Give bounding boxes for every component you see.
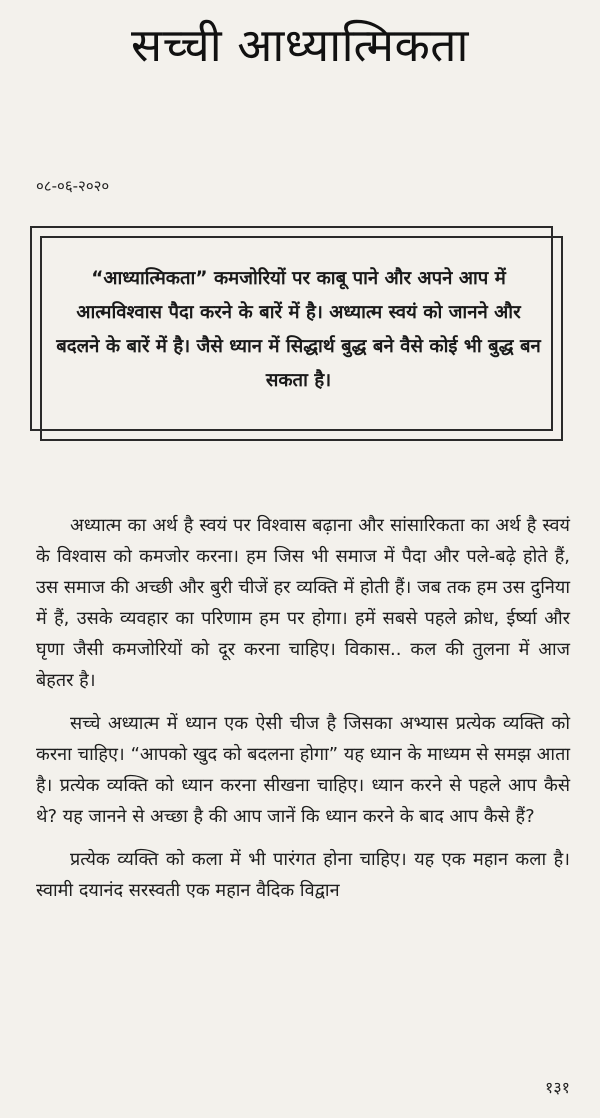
- paragraph-3: प्रत्येक व्यक्ति को कला में भी पारंगत होना चाहिए। यह एक महान कला है। स्वामी दयानंद सरस्वती एक महान वैदिक विद्वान: [36, 849, 570, 901]
- quote-box: [30, 226, 563, 441]
- body-text: [36, 510, 570, 918]
- quote-text: “आध्यात्मिकता” कमजोरियों पर काबू पाने और अपने आप में आत्मविश्वास पैदा करने के बारें में है। अध्यात्म स्वयं को जानने और बदलने के बारें में है। जैसे ध्यान में सिद्धार्थ बुद्ध बने वैसे कोई भी बुद्ध बन सकता है।: [56, 268, 541, 391]
- chapter-date: ०८-०६-२०२०: [36, 177, 110, 195]
- page-number: १३१: [545, 1078, 570, 1097]
- chapter-title: सच्ची आध्यात्मिकता: [131, 18, 469, 72]
- paragraph-2: सच्चे अध्यात्म में ध्यान एक ऐसी चीज है जिसका अभ्यास प्रत्येक व्यक्ति को करना चाहिए। “आपको खुद को बदलना होगा” यह ध्यान के माध्यम से समझ आता है। प्रत्येक व्यक्ति को ध्यान करना सीखना चाहिए। ध्यान करने से पहले आप कैसे थे? यह जानने से अच्छा है की आप जानें कि ध्यान करने के बाद आप कैसे हैं?: [36, 713, 570, 827]
- paragraph-1: अध्यात्म का अर्थ है स्वयं पर विश्वास बढ़ाना और सांसारिकता का अर्थ है स्वयं के विश्वास को कमजोर करना। हम जिस भी समाज में पैदा और पले-बढ़े होते हैं, उस समाज की अच्छी और बुरी चीजें हर व्यक्ति में होती हैं। जब तक हम उस दुनिया में हैं, उसके व्यवहार का परिणाम हम पर होगा। हमें सबसे पहले क्रोध, ईर्ष्या और घृणा जैसी कमजोरियों को दूर करना चाहिए। विकास.. कल की तुलना में आज बेहतर है।: [36, 515, 570, 691]
